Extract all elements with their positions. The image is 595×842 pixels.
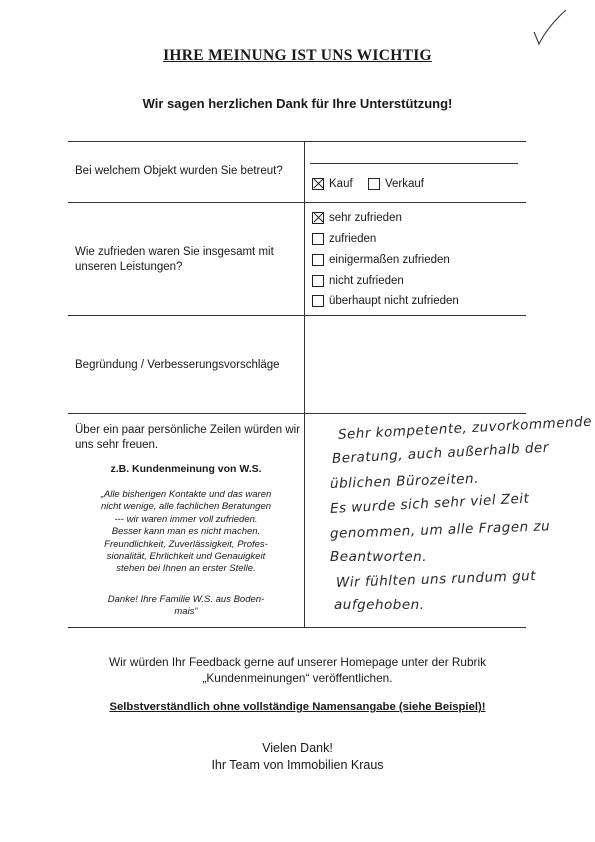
option-kauf-label: Kauf	[329, 178, 353, 190]
example-heading: z.B. Kundenmeinung von W.S.	[110, 463, 262, 475]
example-line: Freundlichkeit, Zuverlässigkeit, Profes-	[104, 538, 268, 550]
handwritten-line: Wir fühlten uns rundum gut	[335, 568, 537, 591]
example-quote	[70, 489, 302, 576]
handwritten-line: üblichen Bürozeiten.	[329, 470, 480, 492]
disclaimer: Selbstverständlich ohne vollständige Namensangabe (siehe Beispiel)!	[109, 701, 486, 713]
handwritten-line: aufgehoben.	[334, 597, 425, 613]
example-line: sionalität, Ehrlichkeit und Genauigkeit	[106, 551, 266, 563]
checkbox-verkauf[interactable]	[368, 178, 380, 190]
option-kauf[interactable]	[312, 178, 353, 190]
question-personal-lines: Über ein paar persönliche Zeilen würden wir uns sehr freuen.	[75, 424, 301, 451]
question-object-type: Bei welchem Objekt wurden Sie betreut?	[75, 165, 283, 177]
handwritten-line: genommen, um alle Fragen zu	[329, 518, 551, 542]
question-satisfaction: Wie zufrieden waren Sie insgesamt mit unseren Leistungen?	[75, 246, 274, 273]
option-verkauf-label: Verkauf	[385, 178, 424, 190]
example-closing-line: Danke! Ihre Familie W.S. aus Boden-	[107, 594, 265, 605]
corner-checkmark-icon	[528, 6, 570, 48]
checkbox-nicht-zufrieden[interactable]	[312, 275, 324, 287]
feedback-line-1: Wir würden Ihr Feedback gerne auf unserer Homepage unter der Rubrik	[108, 655, 487, 669]
handwritten-line: Es wurde sich sehr viel Zeit	[329, 490, 530, 517]
option-sehr-zufrieden[interactable]	[312, 212, 402, 224]
example-line: „Alle bisherigen Kontakte und das waren	[100, 489, 272, 500]
option-einigermassen-zufrieden[interactable]	[312, 254, 450, 266]
column-divider	[304, 141, 305, 627]
option-verkauf[interactable]	[368, 178, 424, 190]
improvements-answer-area[interactable]	[306, 317, 525, 411]
example-line: --- wir waren immer voll zufrieden.	[114, 513, 258, 525]
handwritten-line: Sehr kompetente, zuvorkommende	[337, 413, 593, 443]
name-entry-line[interactable]	[310, 163, 518, 164]
checkbox-sehr-zufrieden[interactable]	[312, 212, 324, 224]
example-line: nicht wenige, alle fachlichen Beratungen	[100, 501, 272, 513]
checkbox-zufrieden[interactable]	[312, 233, 324, 245]
feedback-line-2: „Kundenmeinungen“ veröffentlichen.	[202, 671, 393, 685]
signature-text: Ihr Team von Immobilien Kraus	[211, 758, 384, 772]
example-closing	[70, 594, 302, 619]
option-label: zufrieden	[329, 233, 377, 245]
handwritten-answer[interactable]	[306, 413, 593, 625]
checkbox-kauf[interactable]	[312, 178, 324, 190]
row-divider	[68, 413, 526, 414]
option-label: sehr zufrieden	[329, 212, 402, 224]
row-divider	[68, 315, 526, 316]
question-improvements: Begründung / Verbesserungsvorschläge	[75, 359, 280, 371]
thanks-text: Vielen Dank!	[262, 741, 333, 755]
option-label: nicht zufrieden	[329, 275, 404, 287]
option-label: einigermaßen zufrieden	[329, 254, 450, 266]
option-zufrieden[interactable]	[312, 233, 376, 245]
option-ueberhaupt-nicht-zufrieden[interactable]	[312, 295, 459, 307]
handwritten-line: Beratung, auch außerhalb der	[331, 439, 550, 467]
example-line: Besser kann man es nicht machen.	[111, 526, 261, 538]
page-title: IHRE MEINUNG IST UNS WICHTIG	[163, 47, 432, 64]
handwritten-line: Beantworten.	[330, 549, 427, 565]
example-line: stehen bei Ihnen an erster Stelle.	[116, 563, 256, 575]
table-bottom-line	[68, 627, 526, 628]
option-nicht-zufrieden[interactable]	[312, 275, 404, 287]
row-divider	[68, 202, 526, 203]
checkbox-ueberhaupt-nicht-zufrieden[interactable]	[312, 295, 324, 307]
table-top-line	[68, 141, 526, 142]
page-subtitle: Wir sagen herzlichen Dank für Ihre Unterstützung!	[142, 96, 453, 111]
checkbox-einigermassen-zufrieden[interactable]	[312, 254, 324, 266]
example-closing-line: mais“	[174, 606, 198, 618]
option-label: überhaupt nicht zufrieden	[329, 295, 459, 307]
